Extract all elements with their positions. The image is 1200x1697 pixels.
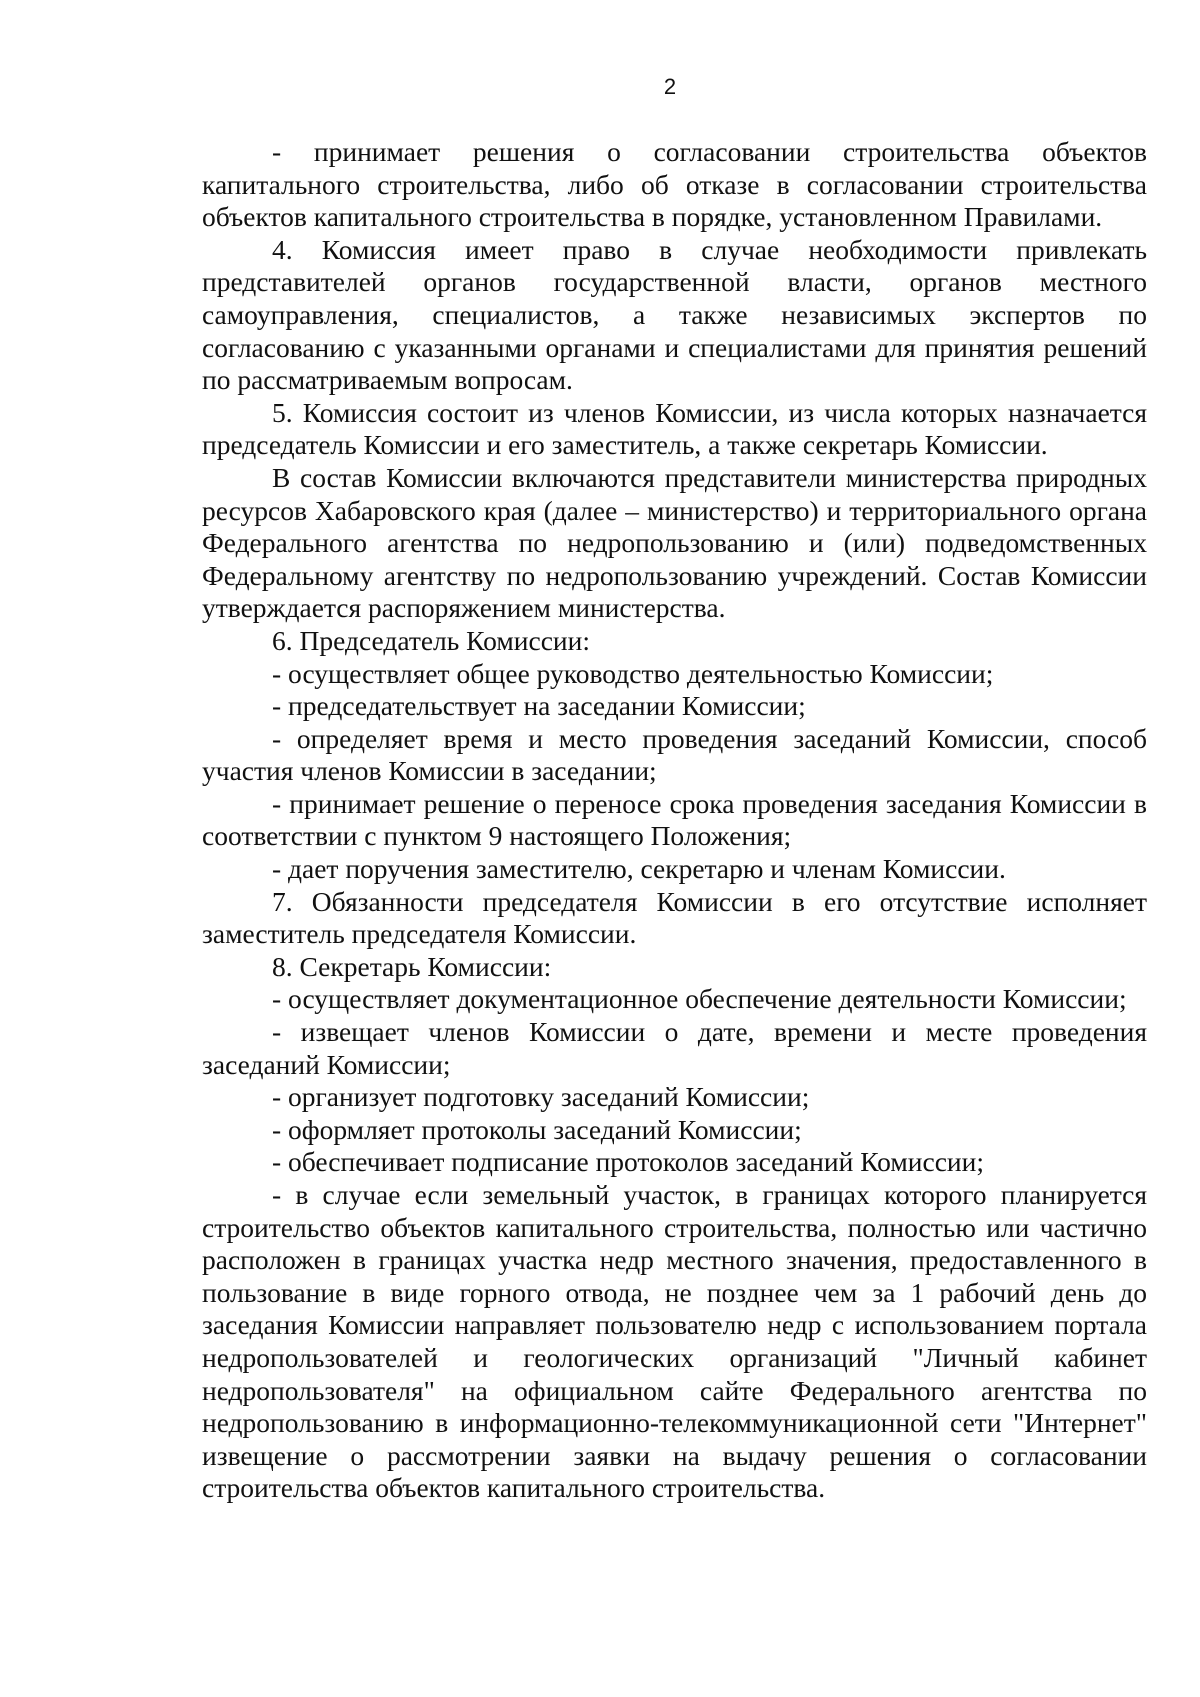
- document-body: [202, 136, 1147, 1505]
- paragraph-5-composition: 5. Комиссия состоит из членов Комиссии, из числа которых назначается председатель Комиссии и его заместитель, а также секретарь Комиссии.: [202, 396, 1147, 461]
- chairman-duty-item: - осуществляет общее руководство деятельностью Комиссии;: [272, 657, 994, 689]
- paragraph-members: В состав Комиссии включаются представители министерства природных ресурсов Хабаровского края (далее – министерство) и территориального органа Федерального агентства по недропользованию и (или) подведомственных Федеральному агентству по недропользованию учреждений. Состав Комиссии утверждается распоряжением министерства.: [202, 461, 1147, 624]
- page-number: 2: [663, 74, 677, 99]
- paragraph-decision-bullet: - принимает решения о согласовании строительства объектов капитального строительства, либо об отказе в согласовании строительства объектов капитального строительства в порядке, установленном Правилами.: [202, 136, 1147, 233]
- chairman-duty-item: - принимает решение о переносе срока проведения заседания Комиссии в соответствии с пунктом 9 настоящего Положения;: [202, 787, 1147, 852]
- secretary-duty-item: - в случае если земельный участок, в границах которого планируется строительство объектов капитального строительства, полностью или частично расположен в границах участка недр местного значения, предоставленного в пользование в виде горного отвода, не позднее чем за 1 рабочий день до заседания Комиссии направляет пользователю недр с использованием портала недропользователей и геологических организаций "Личный кабинет недропользователя" на официальном сайте Федерального агентства по недропользованию в информационно-телекоммуникационной сети "Интернет" извещение о рассмотрении заявки на выдачу решения о согласовании строительства объектов капитального строительства.: [202, 1179, 1147, 1504]
- paragraph-6-chairman-heading: 6. Председатель Комиссии:: [272, 624, 590, 656]
- chairman-duty-item: - дает поручения заместителю, секретарю и членам Комиссии.: [272, 853, 1006, 885]
- secretary-duty-item: - организует подготовку заседаний Комиссии;: [272, 1081, 810, 1113]
- paragraph-4-rights: 4. Комиссия имеет право в случае необходимости привлекать представителей органов государственной власти, органов местного самоуправления, специалистов, а также независимых экспертов по согласованию с указанными органами и специалистами для принятия решений по рассматриваемым вопросам.: [202, 233, 1147, 396]
- secretary-duty-item: - обеспечивает подписание протоколов заседаний Комиссии;: [272, 1146, 985, 1178]
- chairman-duty-item: - определяет время и место проведения заседаний Комиссии, способ участия членов Комиссии в заседании;: [202, 722, 1147, 787]
- secretary-duty-item: - оформляет протоколы заседаний Комиссии;: [272, 1113, 802, 1145]
- chairman-duty-item: - председательствует на заседании Комиссии;: [272, 690, 806, 722]
- paragraph-7-deputy: 7. Обязанности председателя Комиссии в его отсутствие исполняет заместитель председателя Комиссии.: [202, 885, 1147, 950]
- paragraph-8-secretary-heading: 8. Секретарь Комиссии:: [272, 950, 552, 982]
- secretary-duty-item: - извещает членов Комиссии о дате, времени и месте проведения заседаний Комиссии;: [202, 1016, 1147, 1080]
- secretary-duty-item: - осуществляет документационное обеспечение деятельности Комиссии;: [272, 983, 1127, 1015]
